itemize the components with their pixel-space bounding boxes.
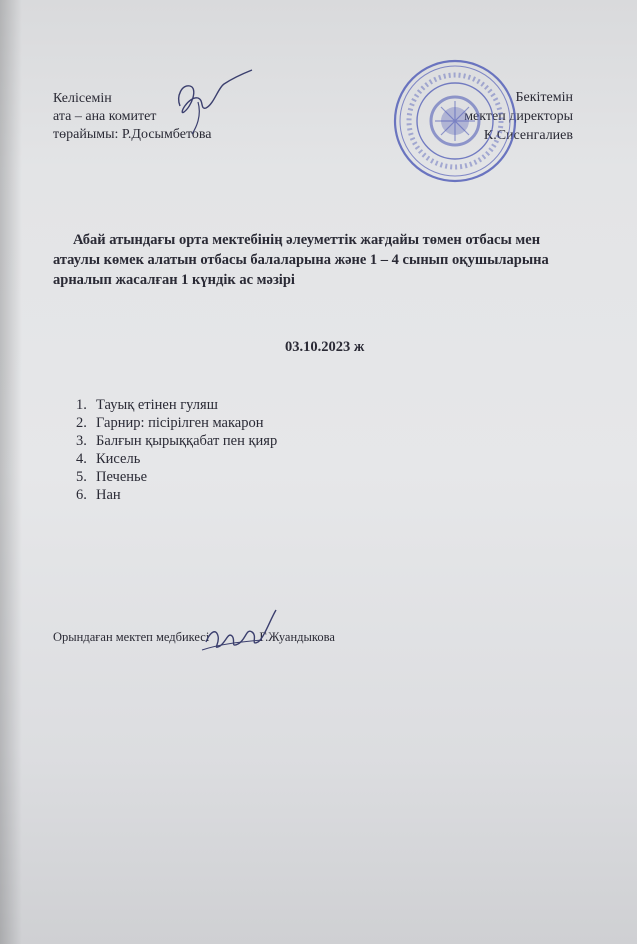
approval-left-line2: ата – ана комитет (53, 109, 157, 124)
school-seal-stamp (392, 58, 518, 184)
signature-nurse (200, 606, 280, 660)
list-item (76, 432, 277, 450)
list-item (76, 468, 277, 486)
signature-parent-committee (168, 66, 256, 136)
list-item-number: 2. (76, 415, 87, 431)
list-item (76, 486, 277, 504)
footer-label: Орындаған мектеп медбикесі (53, 630, 210, 644)
approval-left-line1: Келісемін (53, 91, 112, 106)
list-item-text: Гарнир: пісірілген макарон (96, 415, 264, 431)
list-item-text: Печенье (96, 469, 148, 485)
approval-right-line1: Бекітемін (515, 90, 573, 105)
document-title (53, 230, 613, 290)
title-line3: арналып жасалған 1 күндік ас мәзірі (53, 272, 295, 288)
list-item-text: Тауық етінен гуляш (96, 397, 218, 413)
title-line2: атаулы көмек алатын отбасы балаларына және 1 – 4 сынып оқушыларына (53, 252, 549, 268)
list-item (76, 450, 277, 468)
document-date: 03.10.2023 ж (285, 339, 365, 355)
approval-left-line3: төрайымы: Р.Досымбетова (53, 127, 212, 142)
page-shadow (0, 0, 22, 944)
menu-list (76, 396, 277, 504)
list-item-text: Кисель (96, 451, 141, 467)
list-item-number: 1. (76, 397, 87, 413)
list-item (76, 396, 277, 414)
list-item-text: Нан (96, 487, 121, 503)
footer-signature-line (53, 630, 335, 645)
title-line1: Абай атындағы орта мектебінің әлеуметтік жағдайы төмен отбасы мен (73, 232, 541, 248)
list-item (76, 414, 277, 432)
approval-right-line3: К.Сисенгалиев (483, 128, 573, 143)
approval-right-line2: мектеп директоры (464, 109, 573, 124)
list-item-number: 5. (76, 469, 87, 485)
list-item-number: 6. (76, 487, 87, 503)
list-item-number: 4. (76, 451, 87, 467)
list-item-text: Балғын қырыққабат пен қияр (96, 433, 278, 449)
footer-name: Г.Жуандыкова (259, 630, 335, 644)
list-item-number: 3. (76, 433, 87, 449)
